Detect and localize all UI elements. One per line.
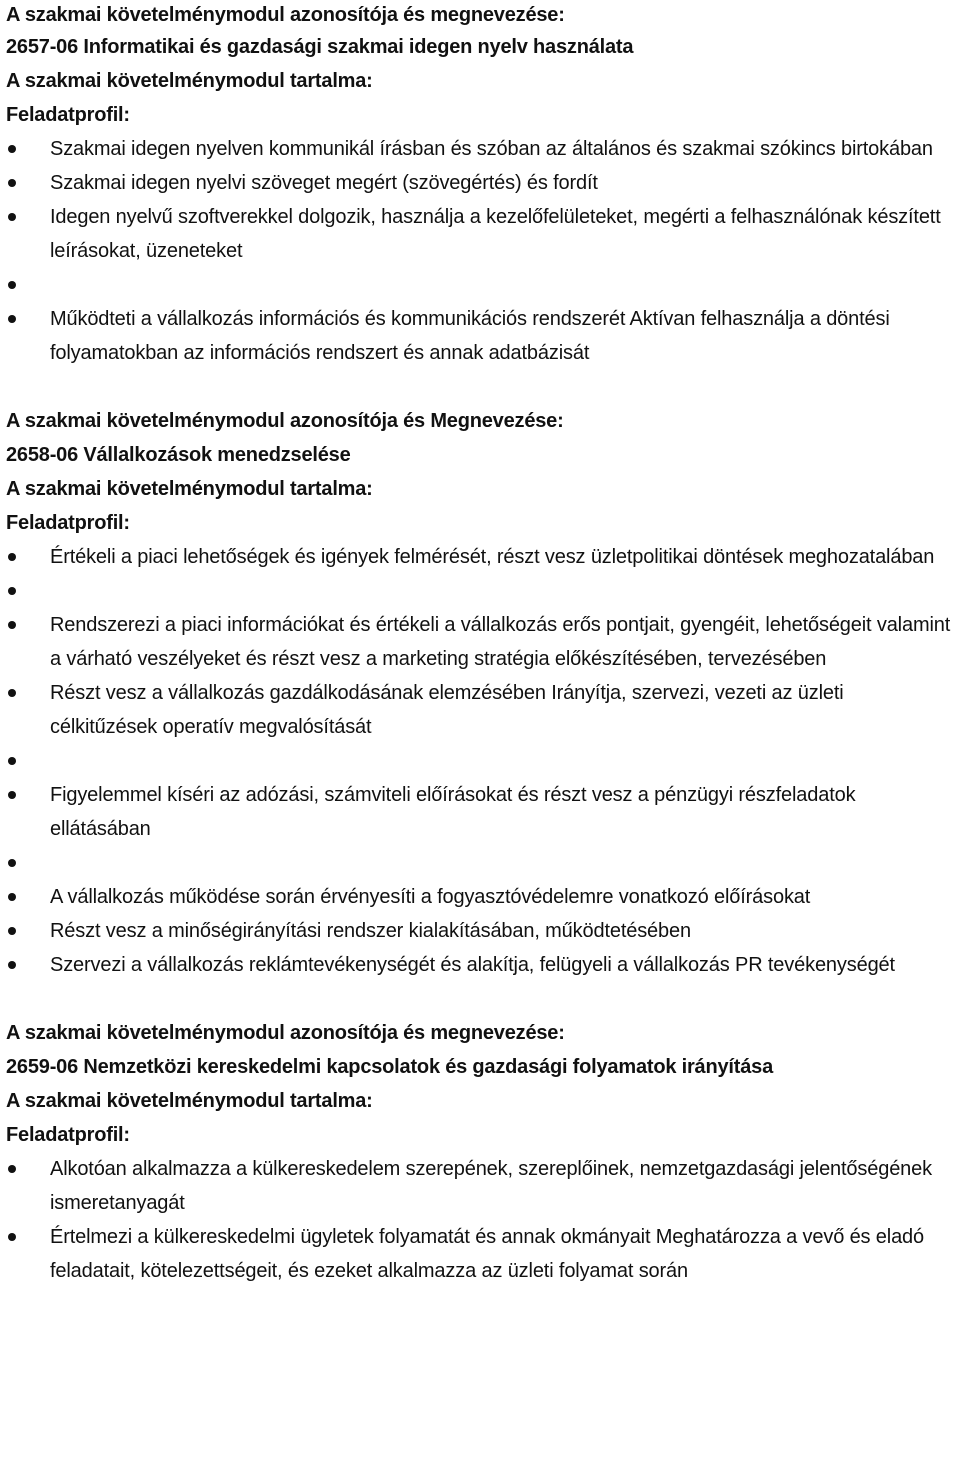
list-item [6,778,960,846]
task-profile-label: Feladatprofil: [6,1124,130,1146]
module-content-label: A szakmai követelménymodul tartalma: [6,70,373,92]
module-id-heading: A szakmai követelménymodul azonosítója és Megnevezése: [6,410,564,432]
bullet-icon [6,608,20,642]
list-item-text: Szakmai idegen nyelven kommunikál írásban és szóban az általános és szakmai szókincs birtokában [50,138,933,160]
list-item [6,880,960,914]
module-title: 2658-06 Vállalkozások menedzselése [6,444,351,466]
bullet-icon [6,574,20,608]
module-section-2657-06 [6,0,960,370]
list-item [6,676,960,744]
module-content-label: A szakmai követelménymodul tartalma: [6,1090,373,1112]
bullet-icon [6,676,20,710]
bullet-icon [6,1220,20,1254]
bullet-icon [6,1152,20,1186]
list-item-text: A vállalkozás működése során érvényesíti a fogyasztóvédelemre vonatkozó előírásokat [50,886,811,908]
task-list [6,132,960,370]
bullet-icon [6,166,20,200]
list-item-text: Szakmai idegen nyelvi szöveget megért (szövegértés) és fordít [50,172,598,194]
task-list [6,540,960,982]
task-profile-label: Feladatprofil: [6,512,130,534]
module-id-heading: A szakmai követelménymodul azonosítója és megnevezése: [6,1022,565,1044]
list-item-text: Részt vesz a minőségirányítási rendszer kialakításában, működtetésében [50,920,691,942]
bullet-icon [6,778,20,812]
list-item [6,268,960,302]
list-item [6,948,960,982]
bullet-icon [6,540,20,574]
bullet-icon [6,132,20,166]
list-item-text: Figyelemmel kíséri az adózási, számviteli előírásokat és részt vesz a pénzügyi részfeladatok ellátásában [50,784,856,840]
bullet-icon [6,846,20,880]
list-item [6,302,960,370]
list-item [6,914,960,948]
task-list [6,1152,960,1288]
list-item-text: Működteti a vállalkozás információs és kommunikációs rendszerét Aktívan felhasználja a döntési folyamatokban az információs rendszert és annak adatbázisát [50,308,890,364]
list-item [6,132,960,166]
bullet-icon [6,914,20,948]
task-profile-label: Feladatprofil: [6,104,130,126]
list-item-text: Részt vesz a vállalkozás gazdálkodásának elemzésében Irányítja, szervezi, vezeti az üzleti célkitűzések operatív megvalósítását [50,682,844,738]
list-item-text: Alkotóan alkalmazza a külkereskedelem szerepének, szereplőinek, nemzetgazdasági jelentőségének ismeretanyagát [50,1158,932,1214]
list-item-text: Idegen nyelvű szoftverekkel dolgozik, használja a kezelőfelületeket, megérti a felhasználónak készített leírásokat, üzeneteket [50,206,941,262]
list-item [6,1220,960,1288]
module-title: 2657-06 Informatikai és gazdasági szakmai idegen nyelv használata [6,36,634,58]
module-content-label: A szakmai követelménymodul tartalma: [6,478,373,500]
bullet-icon [6,880,20,914]
list-item-text: Szervezi a vállalkozás reklámtevékenységét és alakítja, felügyeli a vállalkozás PR tevékenységét [50,954,895,976]
list-item [6,608,960,676]
bullet-icon [6,302,20,336]
module-title: 2659-06 Nemzetközi kereskedelmi kapcsolatok és gazdasági folyamatok irányítása [6,1056,774,1078]
list-item-text: Értékeli a piaci lehetőségek és igények felmérését, részt vesz üzletpolitikai döntések meghozatalában [50,546,935,568]
module-section-2658-06 [6,404,960,982]
list-item [6,166,960,200]
bullet-icon [6,948,20,982]
module-section-2659-06 [6,1016,960,1288]
list-item [6,540,960,574]
list-item [6,1152,960,1220]
bullet-icon [6,200,20,234]
list-item-text: Rendszerezi a piaci információkat és értékeli a vállalkozás erős pontjait, gyengéit, lehetőségeit valamint a várható veszélyeket és részt vesz a marketing stratégia előkészítésében, tervezésében [50,614,951,670]
list-item-text: Értelmezi a külkereskedelmi ügyletek folyamatát és annak okmányait Meghatározza a vevő és eladó feladatait, kötelezettségeit, és ezeket alkalmazza az üzleti folyamat során [50,1226,924,1282]
bullet-icon [6,744,20,778]
list-item [6,574,960,608]
bullet-icon [6,268,20,302]
module-id-heading: A szakmai követelménymodul azonosítója és megnevezése: [6,4,565,26]
list-item [6,846,960,880]
list-item [6,744,960,778]
list-item [6,200,960,268]
